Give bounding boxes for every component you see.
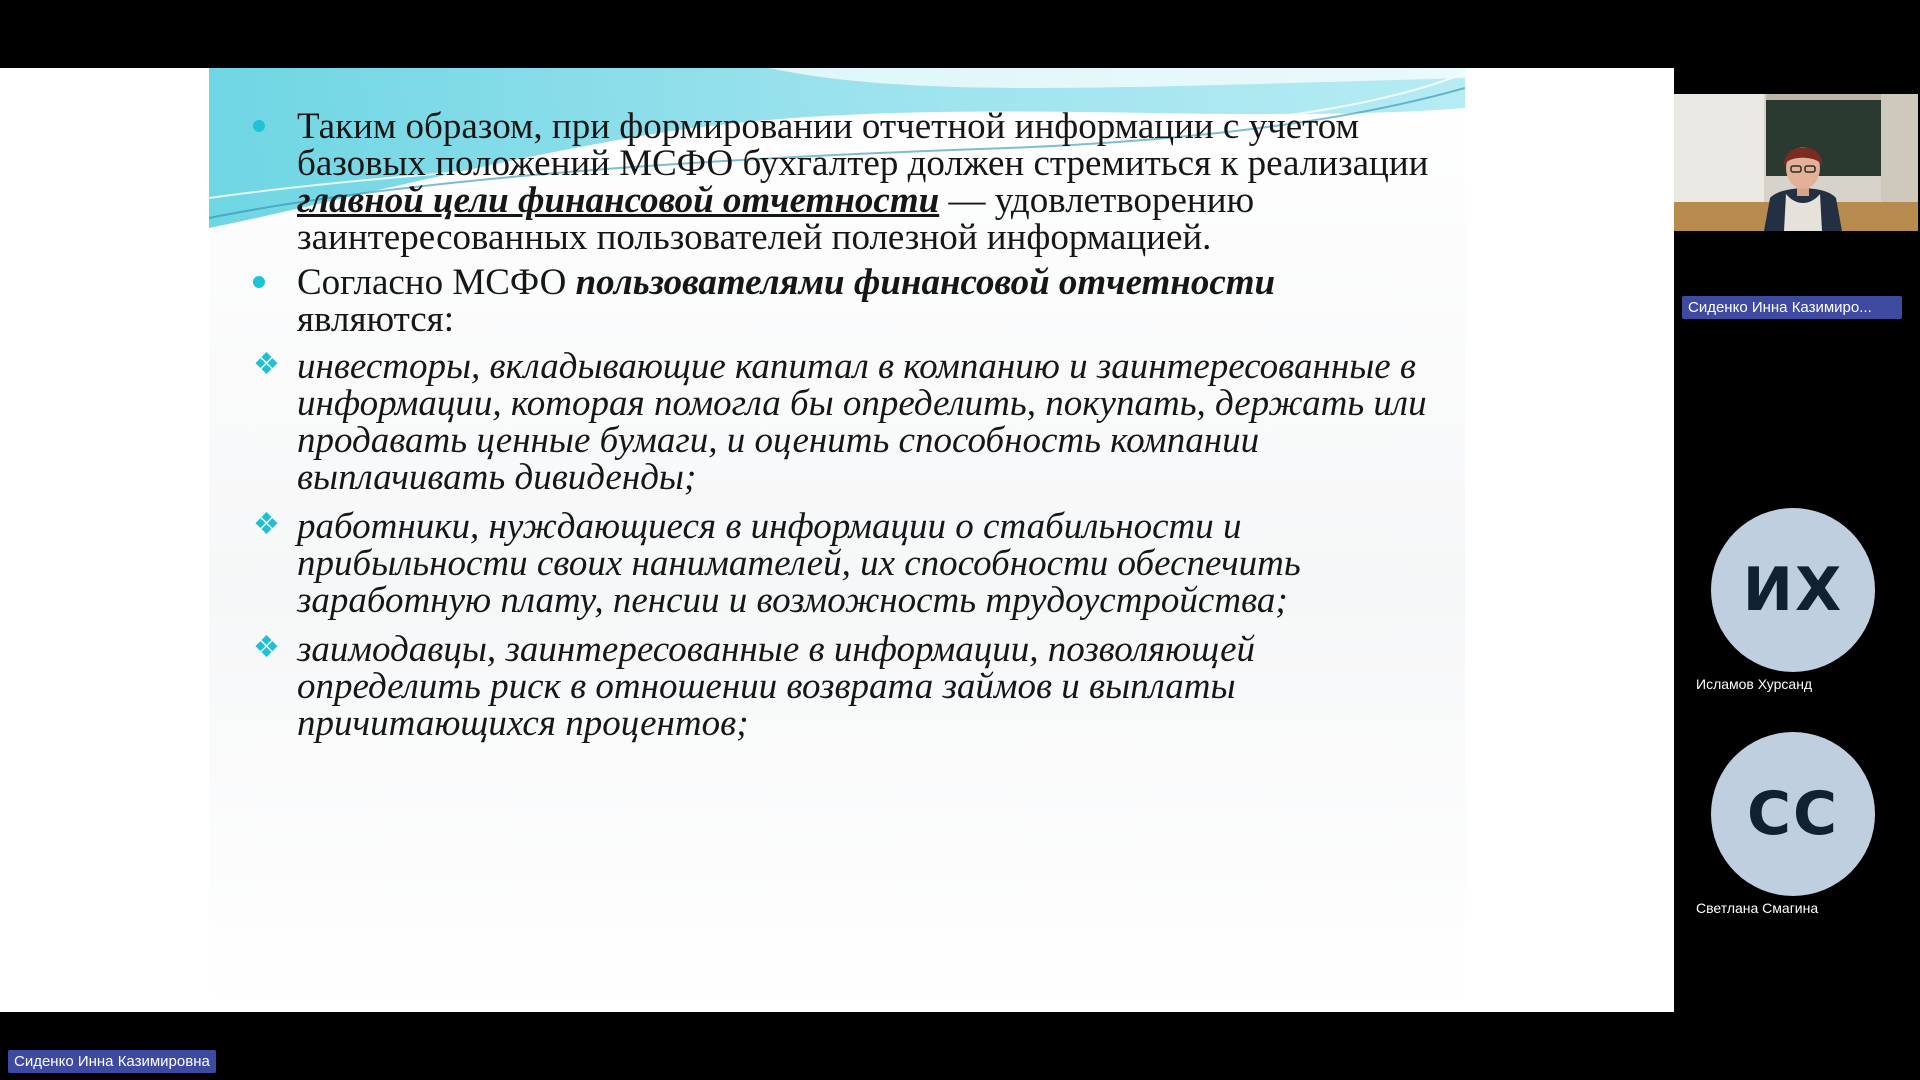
presenter-name-tag: Сиденко Инна Казимировна xyxy=(8,1050,216,1073)
speaker-video-frame xyxy=(1674,94,1918,231)
diamond-bullet-icon: ❖ xyxy=(253,348,280,381)
subbullet-lenders-text: заимодавцы, заинтересованные в информации, позволяющей определить риск в отношении возврата займов и выплаты причитающихся процентов; xyxy=(297,629,1256,744)
bullet-2-text-b: являются: xyxy=(297,299,454,340)
shared-screen xyxy=(0,68,1674,1012)
bullet-dot-icon xyxy=(253,108,265,132)
presentation-slide xyxy=(209,68,1465,1012)
slide-bullet-2 xyxy=(253,264,1433,338)
subbullet-investors-text: инвесторы, вкладывающие капитал в компанию и заинтересованные в информации, которая помогла бы определить, покупать, держать или продавать ценные бумаги, и оценить способность компании выплачивать дивиденды; xyxy=(297,346,1427,498)
bullet-1-emphasis: главной цели финансовой отчетности xyxy=(297,180,940,221)
slide-subbullet-employees xyxy=(253,508,1433,619)
bullet-dot-icon xyxy=(253,264,265,288)
bullet-1-text-a: Таким образом, при формировании отчетной информации с учетом базовых положений МСФО бухгалтер должен стремиться к реализации xyxy=(297,106,1429,184)
participant-name: Светлана Смагина xyxy=(1696,900,1819,916)
slide-subbullet-lenders xyxy=(253,631,1433,742)
bullet-1-text-b: — удовлетворению заинтересованных пользователей полезной информацией. xyxy=(297,180,1255,258)
slide-subbullet-investors xyxy=(253,348,1433,496)
subbullet-employees-text: работники, нуждающиеся в информации о стабильности и прибыльности своих нанимателей, их способности обеспечить заработную плату, пенсии и возможность трудоустройства; xyxy=(297,506,1301,621)
diamond-bullet-icon: ❖ xyxy=(253,508,280,541)
bullet-2-emphasis: пользователями финансовой отчетности xyxy=(575,262,1276,303)
slide-body xyxy=(253,108,1433,742)
diamond-bullet-icon: ❖ xyxy=(253,631,280,664)
speaker-video[interactable] xyxy=(1674,94,1918,231)
speaker-name-tag: Сиденко Инна Казимиро... xyxy=(1682,296,1902,319)
slide-bullet-1 xyxy=(253,108,1433,256)
participant-name: Исламов Хурсанд xyxy=(1696,676,1813,692)
participant-avatar[interactable]: СС xyxy=(1711,732,1875,896)
bullet-2-text-a: Согласно МСФО xyxy=(297,262,576,303)
participant-avatar[interactable]: ИХ xyxy=(1711,508,1875,672)
